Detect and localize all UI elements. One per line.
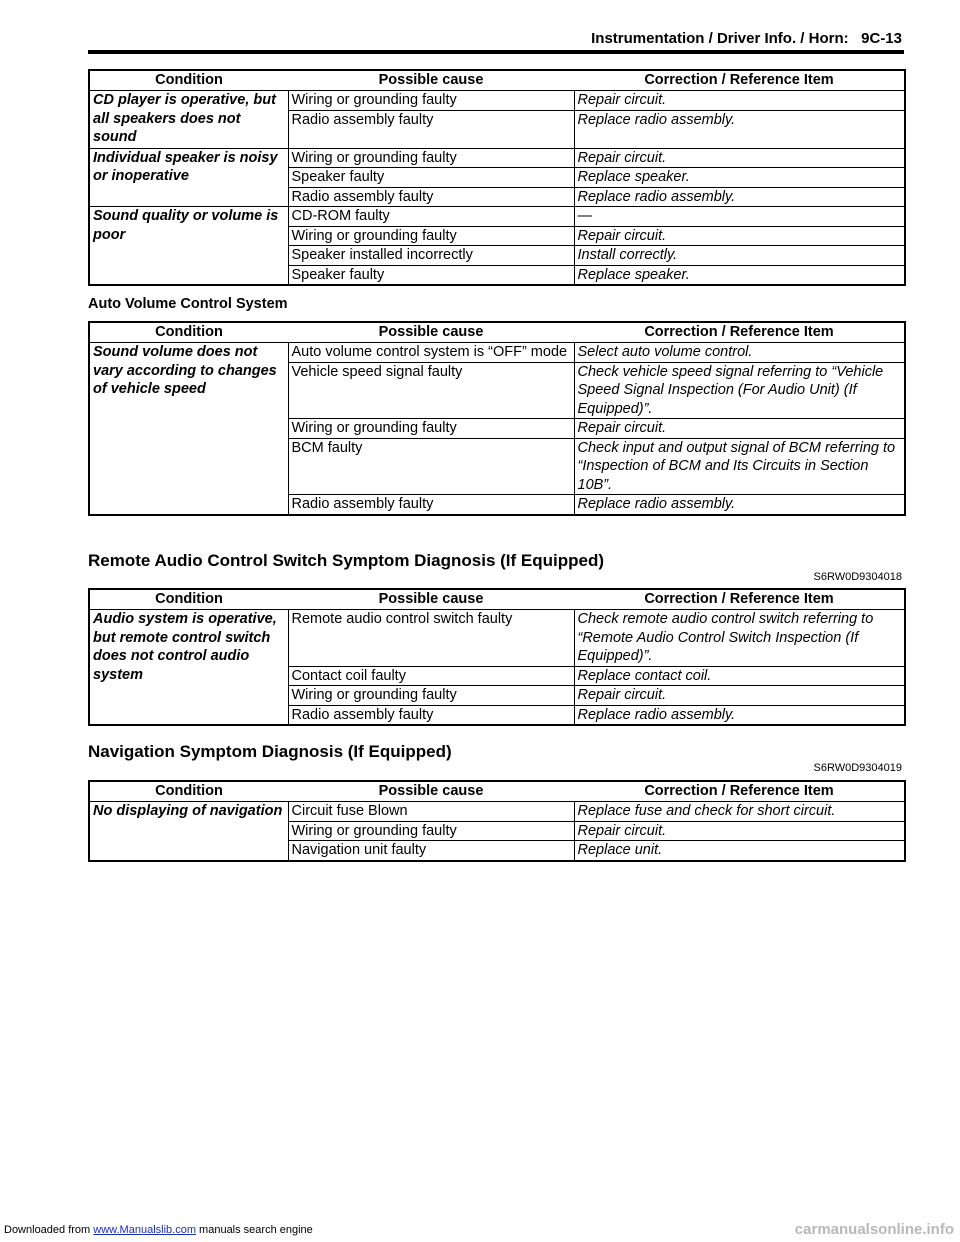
correction-cell: Repair circuit. [574, 148, 905, 168]
cause-cell: BCM faulty [288, 438, 574, 495]
table-header-row [89, 322, 905, 343]
table-row [89, 91, 905, 111]
cause-cell: Radio assembly faulty [288, 110, 574, 148]
condition-cell: No displaying of navigation [89, 802, 288, 861]
cause-cell: Radio assembly faulty [288, 495, 574, 515]
navigation-section-code: S6RW0D9304019 [813, 762, 902, 774]
condition-cell: Audio system is operative, but remote control switch does not control audio system [89, 610, 288, 726]
correction-cell: Check input and output signal of BCM referring to “Inspection of BCM and Its Circuits in Section 10B”. [574, 438, 905, 495]
correction-cell: Replace contact coil. [574, 666, 905, 686]
condition-cell: Sound quality or volume is poor [89, 207, 288, 286]
manualslib-link[interactable]: www.Manualslib.com [93, 1224, 196, 1236]
cause-cell: Wiring or grounding faulty [288, 148, 574, 168]
correction-cell: Install correctly. [574, 246, 905, 266]
cause-cell: Speaker faulty [288, 168, 574, 188]
audio-symptom-table [88, 69, 906, 286]
cause-cell: Speaker installed incorrectly [288, 246, 574, 266]
cause-cell: Wiring or grounding faulty [288, 91, 574, 111]
correction-cell: Repair circuit. [574, 686, 905, 706]
correction-cell: Replace unit. [574, 841, 905, 861]
col-correction: Correction / Reference Item [574, 322, 905, 343]
page-header [591, 30, 902, 47]
auto-volume-title: Auto Volume Control System [88, 296, 288, 312]
correction-cell: Repair circuit. [574, 91, 905, 111]
correction-cell: Replace fuse and check for short circuit. [574, 802, 905, 822]
cause-cell: Contact coil faulty [288, 666, 574, 686]
page-number: 9C-13 [861, 30, 902, 47]
table-header-row [89, 781, 905, 802]
footer-suffix: manuals search engine [199, 1224, 313, 1236]
condition-cell: Individual speaker is noisy or inoperative [89, 148, 288, 207]
correction-cell: Replace speaker. [574, 168, 905, 188]
correction-cell: — [574, 207, 905, 227]
footer-prefix: Downloaded from [4, 1224, 91, 1236]
condition-cell: CD player is operative, but all speakers does not sound [89, 91, 288, 149]
col-condition: Condition [89, 781, 288, 802]
col-cause: Possible cause [288, 589, 574, 610]
cause-cell: Radio assembly faulty [288, 705, 574, 725]
cause-cell: Wiring or grounding faulty [288, 686, 574, 706]
col-condition: Condition [89, 322, 288, 343]
header-title: Instrumentation / Driver Info. / Horn: [591, 30, 849, 47]
table-row [89, 148, 905, 168]
correction-cell: Repair circuit. [574, 226, 905, 246]
remote-control-table [88, 588, 906, 726]
cause-cell: CD-ROM faulty [288, 207, 574, 227]
cause-cell: Remote audio control switch faulty [288, 610, 574, 667]
table-row [89, 343, 905, 363]
correction-cell: Check remote audio control switch referring to “Remote Audio Control Switch Inspection (If Equipped)”. [574, 610, 905, 667]
table-row [89, 610, 905, 667]
cause-cell: Speaker faulty [288, 265, 574, 285]
correction-cell: Check vehicle speed signal referring to “Vehicle Speed Signal Inspection (For Audio Unit) (If Equipped)”. [574, 362, 905, 419]
correction-cell: Replace radio assembly. [574, 110, 905, 148]
table-row [89, 207, 905, 227]
cause-cell: Navigation unit faulty [288, 841, 574, 861]
cause-cell: Vehicle speed signal faulty [288, 362, 574, 419]
col-condition: Condition [89, 589, 288, 610]
col-condition: Condition [89, 70, 288, 91]
correction-cell: Repair circuit. [574, 821, 905, 841]
col-correction: Correction / Reference Item [574, 781, 905, 802]
watermark: carmanualsonline.info [794, 1221, 954, 1238]
cause-cell: Auto volume control system is “OFF” mode [288, 343, 574, 363]
correction-cell: Select auto volume control. [574, 343, 905, 363]
correction-cell: Replace radio assembly. [574, 187, 905, 207]
table-header-row [89, 70, 905, 91]
col-cause: Possible cause [288, 322, 574, 343]
navigation-section-title: Navigation Symptom Diagnosis (If Equipped) [88, 742, 452, 761]
remote-section-title: Remote Audio Control Switch Symptom Diagnosis (If Equipped) [88, 551, 604, 570]
download-footer [4, 1224, 313, 1236]
col-correction: Correction / Reference Item [574, 589, 905, 610]
table-row [89, 802, 905, 822]
navigation-table [88, 780, 906, 862]
header-rule [88, 50, 904, 54]
correction-cell: Repair circuit. [574, 419, 905, 439]
cause-cell: Wiring or grounding faulty [288, 821, 574, 841]
correction-cell: Replace radio assembly. [574, 495, 905, 515]
col-cause: Possible cause [288, 781, 574, 802]
col-correction: Correction / Reference Item [574, 70, 905, 91]
condition-cell: Sound volume does not vary according to changes of vehicle speed [89, 343, 288, 515]
col-cause: Possible cause [288, 70, 574, 91]
remote-section-code: S6RW0D9304018 [813, 571, 902, 583]
cause-cell: Wiring or grounding faulty [288, 419, 574, 439]
cause-cell: Radio assembly faulty [288, 187, 574, 207]
correction-cell: Replace speaker. [574, 265, 905, 285]
correction-cell: Replace radio assembly. [574, 705, 905, 725]
cause-cell: Circuit fuse Blown [288, 802, 574, 822]
cause-cell: Wiring or grounding faulty [288, 226, 574, 246]
table-header-row [89, 589, 905, 610]
auto-volume-table [88, 321, 906, 516]
